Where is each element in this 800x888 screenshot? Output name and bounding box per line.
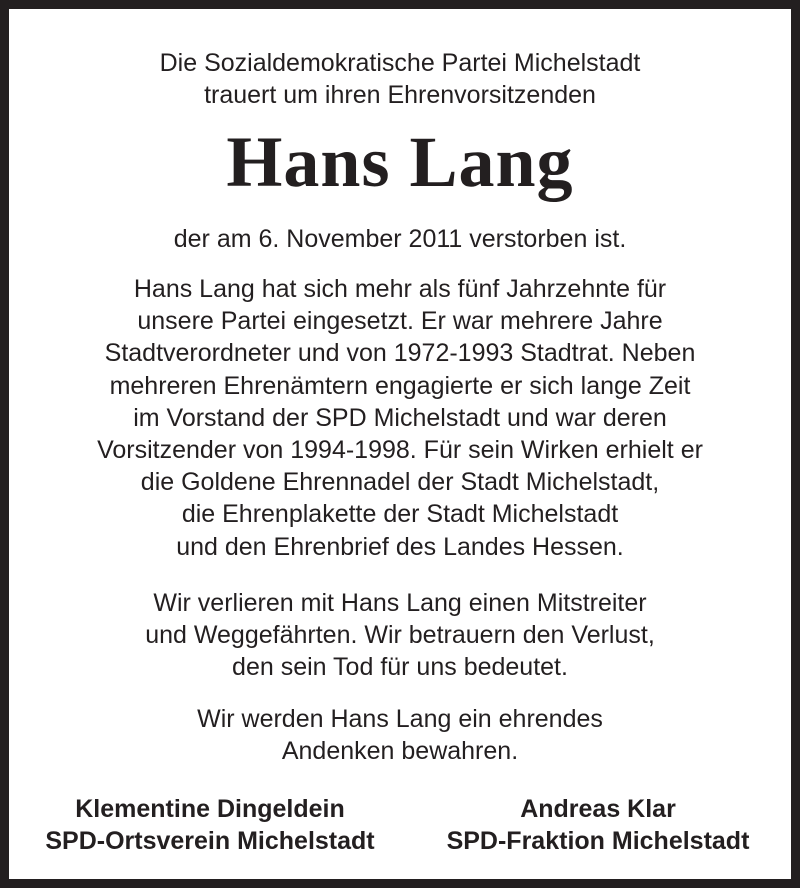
signatory-name: Klementine Dingeldein xyxy=(75,795,345,823)
signature-right xyxy=(413,793,783,857)
text-line: im Vorstand der SPD Michelstadt und war deren xyxy=(133,403,667,432)
text-line: die Ehrenplakette der Stadt Michelstadt xyxy=(181,500,619,529)
text-line: Wir verlieren mit Hans Lang einen Mitstreiter xyxy=(153,589,647,617)
signatory-organization: SPD-Ortsverein Michelstadt xyxy=(45,827,375,855)
paragraph-remembrance xyxy=(9,703,791,767)
text-line: Stadtverordneter und von 1972-1993 Stadtrat. Neben xyxy=(104,339,696,368)
text-line: den sein Tod für uns bedeutet. xyxy=(232,653,568,682)
signature-left xyxy=(15,793,405,857)
text-line: und den Ehrenbrief des Landes Hessen. xyxy=(176,532,624,561)
header-text xyxy=(9,47,791,111)
text-line: unsere Partei eingesetzt. Er war mehrere Jahre xyxy=(137,307,663,336)
signatory-name: Andreas Klar xyxy=(520,795,676,823)
text-line: Andenken bewahren. xyxy=(281,737,519,766)
text-line: die Goldene Ehrennadel der Stadt Michelstadt, xyxy=(140,468,660,497)
date-line: der am 6. November 2011 verstorben ist. xyxy=(173,225,627,253)
paragraph-loss xyxy=(9,587,791,684)
text-line: und Weggefährten. Wir betrauern den Verlust, xyxy=(145,621,655,650)
text-line: Wir werden Hans Lang ein ehrendes xyxy=(197,705,603,733)
header-line: trauert um ihren Ehrenvorsitzenden xyxy=(204,81,596,110)
text-line: Hans Lang hat sich mehr als fünf Jahrzehnte für xyxy=(133,275,667,303)
text-line: Vorsitzender von 1994-1998. Für sein Wirken erhielt er xyxy=(97,436,703,465)
signatory-organization: SPD-Fraktion Michelstadt xyxy=(446,827,750,855)
paragraph-biography xyxy=(9,273,791,563)
text-line: mehreren Ehrenämtern engagierte er sich lange Zeit xyxy=(109,371,691,400)
obituary-notice xyxy=(9,9,791,879)
deceased-name: Hans Lang xyxy=(226,122,574,202)
header-line: Die Sozialdemokratische Partei Michelstadt xyxy=(159,49,641,77)
